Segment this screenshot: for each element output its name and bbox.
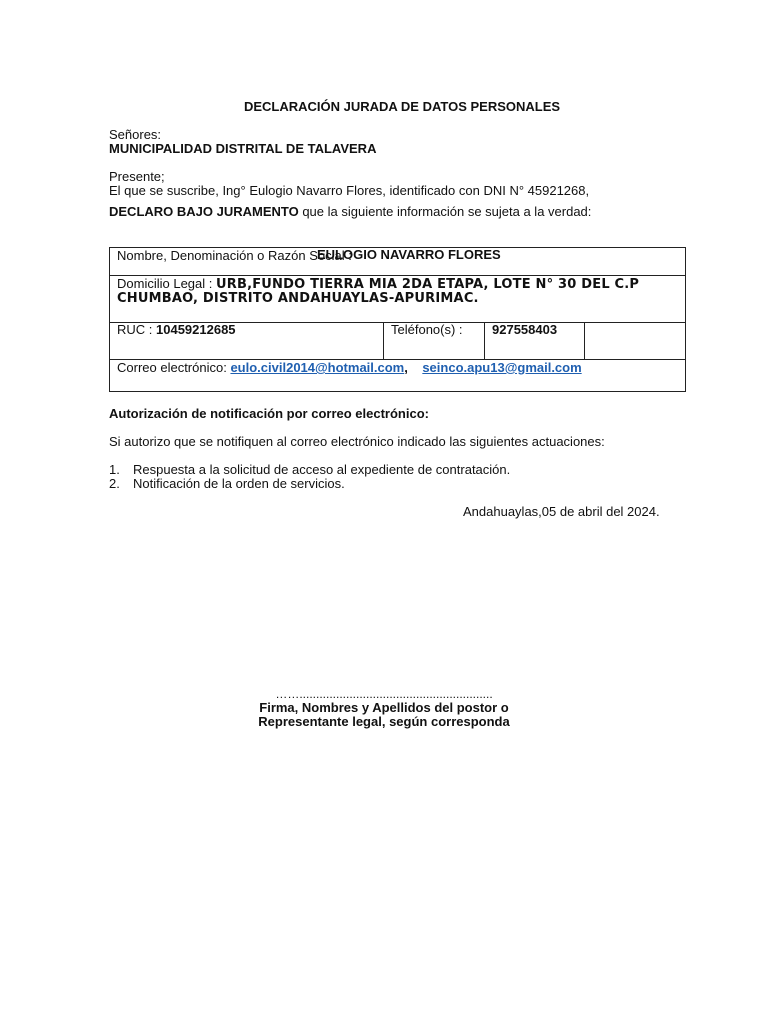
declaro-rest: que la siguiente información se sujeta a la verdad: — [298, 204, 592, 219]
ruc-cell — [117, 322, 236, 337]
list-item-number: 2. — [109, 476, 120, 491]
declaro-bold: DECLARO BAJO JURAMENTO — [109, 204, 299, 219]
intro-paragraph: El que se suscribe, Ing° Eulogio Navarro Flores, identificado con DNI N° 45921268, — [109, 183, 590, 198]
list-item: Notificación de la orden de servicios. — [133, 476, 345, 491]
list-item-number: 1. — [109, 462, 120, 477]
ruc-label: RUC : — [117, 322, 156, 337]
cell-divider — [484, 322, 485, 360]
correo-cell — [117, 360, 582, 375]
signature-line: …….......................................................... — [275, 687, 493, 701]
salutation: Señores: — [109, 127, 162, 142]
ruc-value: 10459212685 — [156, 322, 236, 337]
correo-label: Correo electrónico: — [117, 360, 231, 375]
recipient: MUNICIPALIDAD DISTRITAL DE TALAVERA — [109, 141, 377, 156]
domicilio-label: Domicilio Legal : — [117, 276, 213, 291]
presente: Presente; — [109, 169, 165, 184]
autorizacion-heading: Autorización de notificación por correo electrónico: — [109, 406, 429, 421]
cell-divider — [584, 322, 585, 360]
domicilio-line-1 — [117, 276, 639, 292]
signature-caption-1: Firma, Nombres y Apellidos del postor o — [259, 700, 509, 715]
email-link-1[interactable]: eulo.civil2014@hotmail.com — [230, 360, 405, 375]
list-item: Respuesta a la solicitud de acceso al expediente de contratación. — [133, 462, 511, 477]
declaration-line — [109, 204, 591, 219]
name-label: Nombre, Denominación o Razón Social : — [117, 248, 352, 263]
email-separator: , — [404, 360, 408, 375]
name-value: EULOGIO NAVARRO FLORES — [317, 247, 501, 262]
autorizacion-text: Si autorizo que se notifiquen al correo electrónico indicado las siguientes actuaciones: — [109, 434, 605, 449]
domicilio-value-1: URB,FUNDO TIERRA MIA 2DA ETAPA, LOTE N° 30 DEL C.P — [216, 277, 640, 292]
signature-caption-2: Representante legal, según corresponda — [258, 714, 510, 729]
date-line: Andahuaylas,05 de abril del 2024. — [463, 504, 660, 519]
domicilio-value-2: CHUMBAO, DISTRITO ANDAHUAYLAS-APURIMAC. — [117, 291, 479, 306]
telefono-value: 927558403 — [492, 322, 558, 337]
email-link-2[interactable]: seinco.apu13@gmail.com — [422, 360, 582, 375]
telefono-label: Teléfono(s) : — [391, 322, 463, 337]
document-title: DECLARACIÓN JURADA DE DATOS PERSONALES — [243, 99, 561, 114]
cell-divider — [383, 322, 384, 360]
